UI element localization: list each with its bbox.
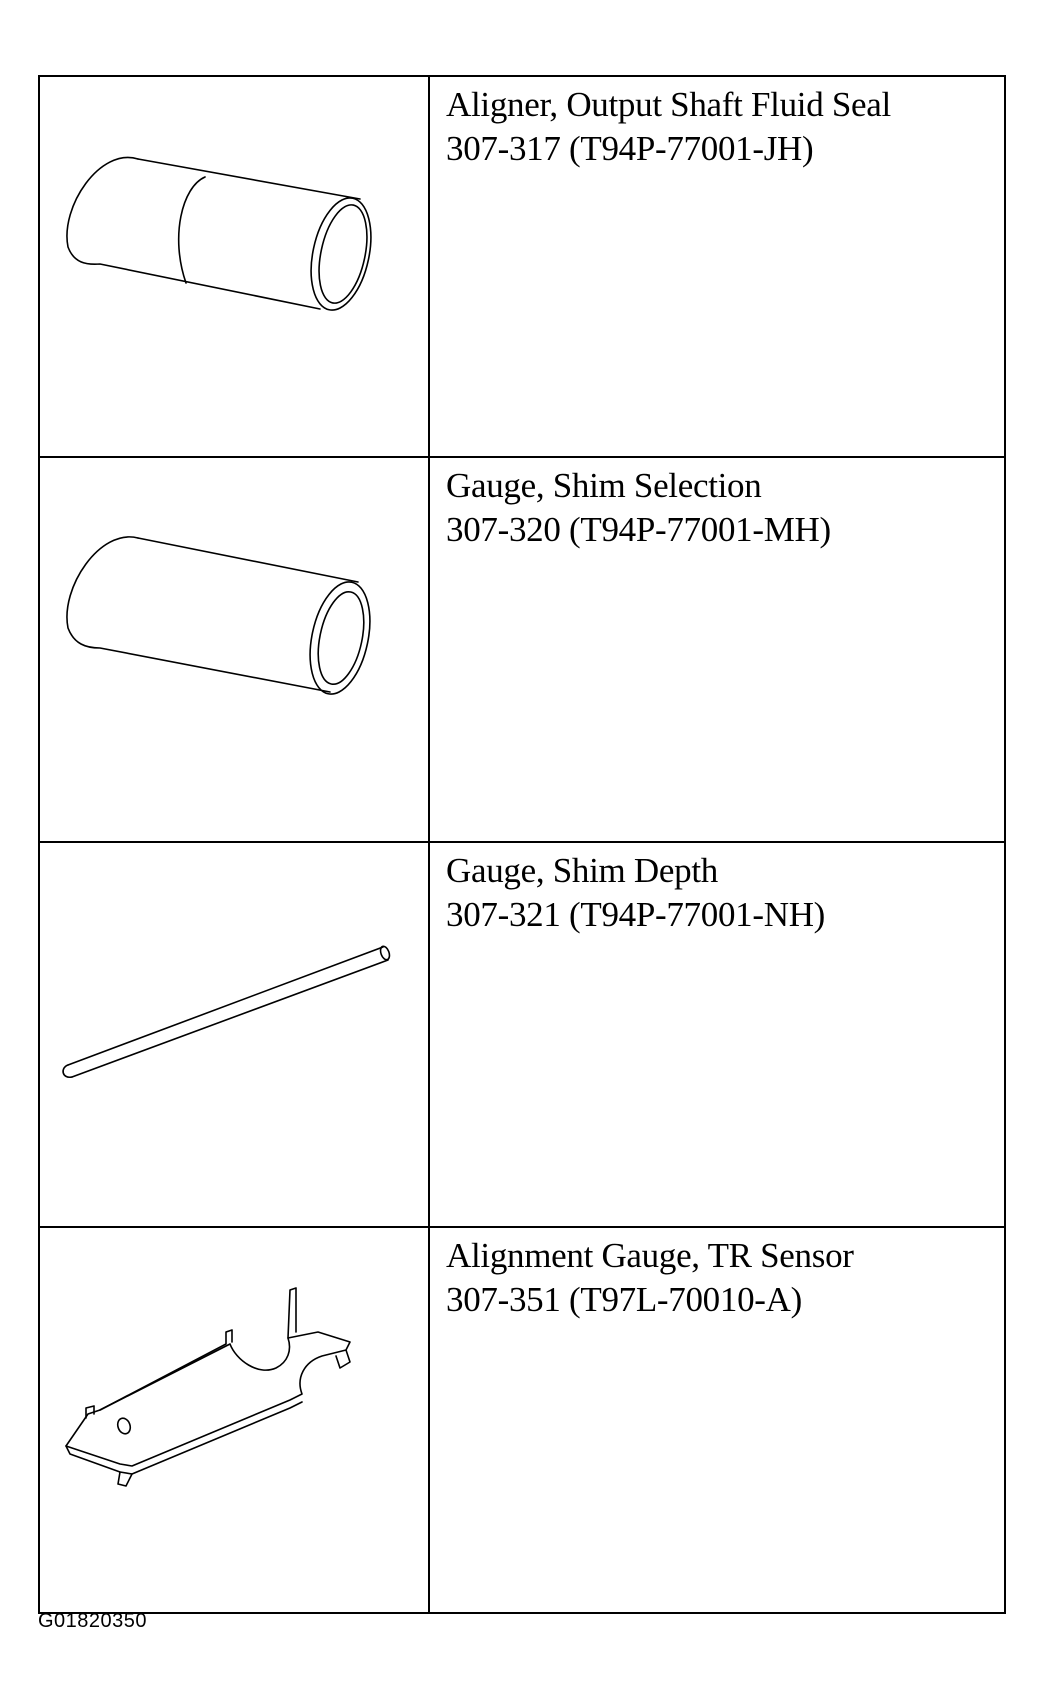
table-row (39, 1227, 1005, 1613)
alignment-plate-icon (40, 1228, 428, 1606)
table-row (39, 842, 1005, 1227)
tool-number: 307-351 (T97L-70010-A) (446, 1280, 802, 1319)
figure-id: G01820350 (38, 1610, 148, 1632)
tool-description-cell (429, 842, 1005, 1227)
tool-description-cell (429, 1227, 1005, 1613)
tool-name: Aligner, Output Shaft Fluid Seal (446, 85, 891, 124)
special-tools-table (38, 75, 1006, 1614)
tool-name: Gauge, Shim Depth (446, 851, 718, 890)
tube-icon (40, 458, 428, 835)
table-row (39, 457, 1005, 842)
table-row (39, 76, 1005, 457)
tool-number: 307-321 (T94P-77001-NH) (446, 895, 826, 934)
tool-number: 307-317 (T94P-77001-JH) (446, 129, 814, 168)
tool-description-cell (429, 457, 1005, 842)
tool-illustration-cell (39, 76, 429, 457)
tool-name: Alignment Gauge, TR Sensor (446, 1236, 854, 1275)
tool-name: Gauge, Shim Selection (446, 466, 762, 505)
tool-description-cell (429, 76, 1005, 457)
tool-illustration-cell (39, 842, 429, 1227)
tool-illustration-cell (39, 1227, 429, 1613)
tool-number: 307-320 (T94P-77001-MH) (446, 510, 831, 549)
rod-icon (40, 843, 428, 1220)
solid-cylinder-icon (40, 77, 428, 450)
tool-illustration-cell (39, 457, 429, 842)
